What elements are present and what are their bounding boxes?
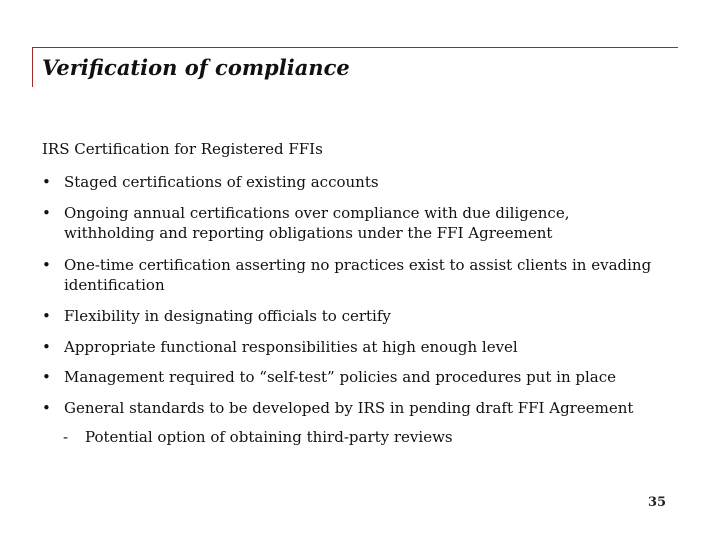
bullet-icon: • (42, 204, 51, 222)
bullet-text-line: withholding and reporting obligations under the FFI Agreement (64, 224, 553, 242)
intro-heading: IRS Certification for Registered FFIs (42, 140, 323, 158)
bullet-icon: • (42, 368, 51, 386)
bullet-icon: • (42, 307, 51, 325)
bullet-text-line: Appropriate functional responsibilities at high enough level (64, 338, 518, 356)
bullet-text-line: Ongoing annual certifications over compliance with due diligence, (64, 204, 570, 222)
bullet-text-line: Management required to “self-test” policies and procedures put in place (64, 368, 616, 386)
bullet-item (42, 398, 674, 418)
bullet-text-line: One-time certification asserting no practices exist to assist clients in evading (64, 256, 652, 274)
sub-bullet-item (63, 427, 453, 447)
bullet-item (42, 203, 674, 243)
bullet-icon: • (42, 173, 51, 191)
page-number: 35 (648, 495, 667, 510)
bullet-item (42, 255, 674, 295)
bullet-text-line: identification (64, 276, 165, 294)
title-rule-horizontal (32, 47, 678, 48)
bullet-text-line: General standards to be developed by IRS in pending draft FFI Agreement (64, 399, 634, 417)
sub-bullet-text: Potential option of obtaining third-party reviews (85, 428, 453, 446)
bullet-text-line: Staged certifications of existing accounts (64, 173, 379, 191)
bullet-item (42, 306, 674, 326)
bullet-item (42, 172, 674, 192)
bullet-item (42, 337, 674, 357)
bullet-icon: • (42, 399, 51, 417)
bullet-item (42, 367, 674, 387)
slide-title: Verification of compliance (42, 55, 350, 80)
bullet-text-line: Flexibility in designating officials to certify (64, 307, 391, 325)
dash-icon: - (63, 428, 69, 446)
title-rule-vertical (32, 47, 33, 87)
bullet-icon: • (42, 256, 51, 274)
bullet-icon: • (42, 338, 51, 356)
